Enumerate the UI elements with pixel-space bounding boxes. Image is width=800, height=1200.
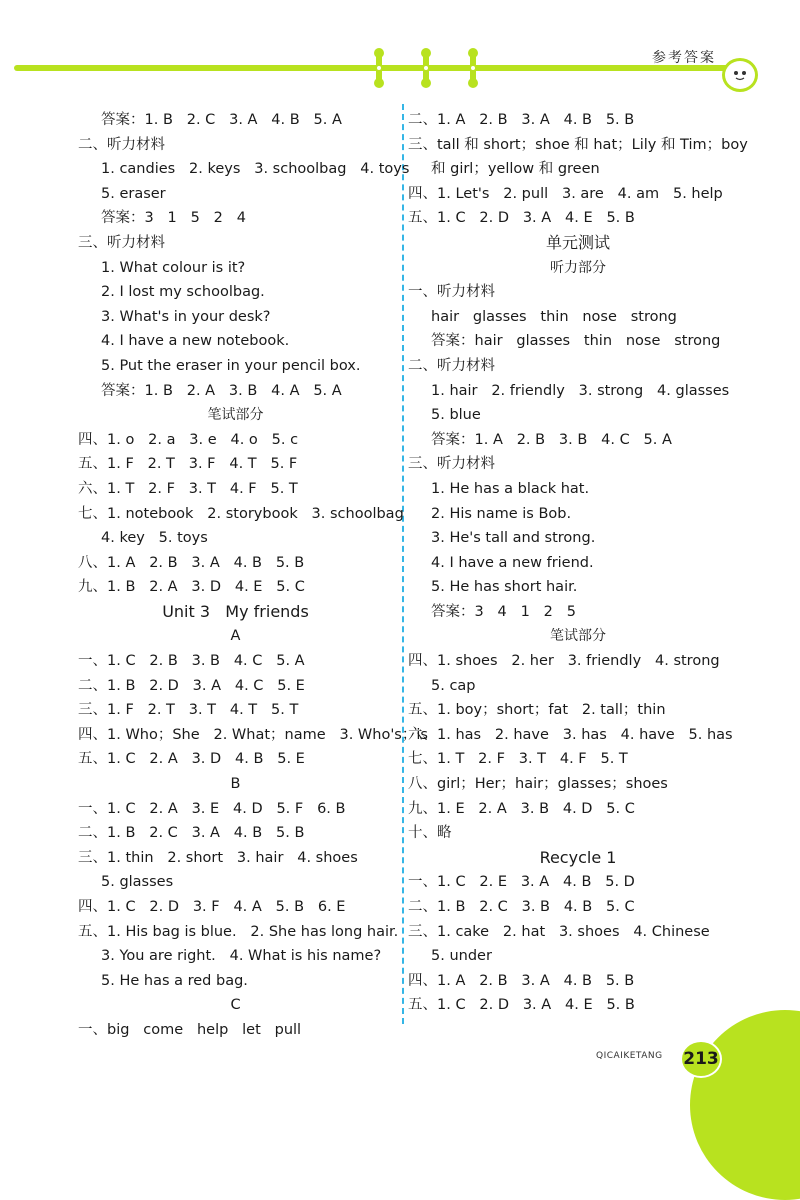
right-column xyxy=(408,108,748,1018)
binder-peg-icon xyxy=(423,50,429,86)
answer-line: 八、1. A 2. B 3. A 4. B 5. B xyxy=(78,554,305,571)
column-divider xyxy=(402,104,404,1024)
answer-line: 二、1. B 2. D 3. A 4. C 5. E xyxy=(78,677,305,694)
answer-line: 四、1. A 2. B 3. A 4. B 5. B xyxy=(408,972,635,989)
answer-line: 笔试部分 xyxy=(207,407,264,424)
answer-line: 一、听力材料 xyxy=(408,284,495,301)
answer-line: 三、tall 和 short；shoe 和 hat；Lily 和 Tim；boy xyxy=(408,136,748,153)
answer-line: 二、1. B 2. C 3. B 4. B 5. C xyxy=(408,899,635,915)
answer-line: 3. He's tall and strong. xyxy=(431,530,596,547)
answer-line: 十、略 xyxy=(408,825,452,842)
answer-line: A xyxy=(230,628,241,645)
mascot-logo-icon xyxy=(722,58,758,92)
answer-line: 笔试部分 xyxy=(550,628,606,645)
answer-line: 答案：1. B 2. A 3. B 4. A 5. A xyxy=(101,382,342,399)
answer-line: 单元测试 xyxy=(545,232,610,252)
answer-line: 二、1. B 2. C 3. A 4. B 5. B xyxy=(78,825,305,842)
answer-line: 5. blue xyxy=(431,407,481,424)
answer-line: 一、1. C 2. B 3. B 4. C 5. A xyxy=(78,653,305,670)
answer-line: 5. under xyxy=(431,948,492,965)
answer-line: 五、1. His bag is blue. 2. She has long hair. xyxy=(78,923,399,940)
answer-line: 答案：3 1 5 2 4 xyxy=(101,210,246,227)
answer-line: 答案：1. A 2. B 3. B 4. C 5. A xyxy=(431,431,672,448)
answer-line: 四、1. Let's 2. pull 3. are 4. am 5. help xyxy=(408,185,723,202)
answer-line: 四、1. shoes 2. her 3. friendly 4. strong xyxy=(408,653,720,670)
answer-line: 5. He has short hair. xyxy=(431,579,578,596)
binder-peg-icon xyxy=(470,50,476,86)
answer-line: 四、1. o 2. a 3. e 4. o 5. c xyxy=(78,431,299,448)
page-header-title: 参考答案 xyxy=(652,50,716,66)
answer-line: 一、1. C 2. A 3. E 4. D 5. F 6. B xyxy=(78,800,346,817)
answer-line: 五、1. boy；short；fat 2. tall；thin xyxy=(408,702,666,719)
answer-line: C xyxy=(230,997,241,1014)
answer-line: 答案：3 4 1 2 5 xyxy=(431,603,576,620)
answer-line: 5. glasses xyxy=(101,874,174,891)
answer-line: 四、1. C 2. D 3. F 4. A 5. B 6. E xyxy=(78,899,346,915)
answer-line: 八、girl；Her；hair；glasses；shoes xyxy=(408,776,668,793)
answer-line: 和 girl；yellow 和 green xyxy=(431,161,600,178)
answer-line: 三、1. thin 2. short 3. hair 4. shoes xyxy=(78,849,358,866)
answer-line: 4. I have a new friend. xyxy=(431,554,594,571)
answer-line: 一、1. C 2. E 3. A 4. B 5. D xyxy=(408,874,635,891)
answer-line: 1. He has a black hat. xyxy=(431,480,590,497)
answer-line: 三、1. F 2. T 3. T 4. T 5. T xyxy=(78,702,299,719)
answer-line: hair glasses thin nose strong xyxy=(431,308,677,325)
answer-line: 5. eraser xyxy=(101,185,166,202)
answer-line: 5. cap xyxy=(431,677,476,694)
answer-line: 1. What colour is it? xyxy=(101,259,246,276)
answer-line: 答案：1. B 2. C 3. A 4. B 5. A xyxy=(101,112,342,128)
answer-line: 三、听力材料 xyxy=(408,456,495,473)
binder-peg-icon xyxy=(376,50,382,86)
answer-line: 2. His name is Bob. xyxy=(431,505,572,522)
answer-line: B xyxy=(230,776,241,793)
answer-line: 六、1. T 2. F 3. T 4. F 5. T xyxy=(78,480,298,497)
answer-line: Recycle 1 xyxy=(539,847,617,867)
answer-line: 五、1. C 2. D 3. A 4. E 5. B xyxy=(408,997,635,1014)
answer-line: 听力部分 xyxy=(550,259,606,276)
answer-line: 4. key 5. toys xyxy=(101,530,208,547)
answer-line: 3. You are right. 4. What is his name? xyxy=(101,948,382,965)
answer-line: 二、听力材料 xyxy=(78,136,165,153)
answer-line: 4. I have a new notebook. xyxy=(101,333,290,350)
footer-brand: QICAIKETANG xyxy=(596,1051,663,1061)
answer-line: 2. I lost my schoolbag. xyxy=(101,284,265,301)
answer-line: 二、听力材料 xyxy=(408,357,495,374)
answer-line: 3. What's in your desk? xyxy=(101,308,271,325)
answer-line: 四、1. Who；She 2. What；name 3. Who's；is xyxy=(78,726,428,743)
answer-line: 七、1. notebook 2. storybook 3. schoolbag xyxy=(78,505,404,522)
answer-line: 二、1. A 2. B 3. A 4. B 5. B xyxy=(408,112,635,128)
answer-line: 5. He has a red bag. xyxy=(101,972,248,989)
answer-line: 六、1. has 2. have 3. has 4. have 5. has xyxy=(408,726,733,743)
answer-line: 五、1. C 2. A 3. D 4. B 5. E xyxy=(78,751,305,768)
answer-line: 答案：hair glasses thin nose strong xyxy=(431,333,721,350)
answer-line: 一、big come help let pull xyxy=(78,1021,302,1038)
answer-line: Unit 3 My friends xyxy=(162,601,309,621)
page-number: 213 xyxy=(680,1040,722,1078)
answer-line: 九、1. B 2. A 3. D 4. E 5. C xyxy=(78,579,305,596)
answer-line: 五、1. C 2. D 3. A 4. E 5. B xyxy=(408,210,635,227)
answer-line: 三、听力材料 xyxy=(78,234,165,251)
answer-line: 三、1. cake 2. hat 3. shoes 4. Chinese xyxy=(408,923,710,940)
answer-line: 九、1. E 2. A 3. B 4. D 5. C xyxy=(408,800,635,817)
answer-line: 1. candies 2. keys 3. schoolbag 4. toys xyxy=(101,161,410,178)
answer-line: 1. hair 2. friendly 3. strong 4. glasses xyxy=(431,382,730,399)
footer-decoration xyxy=(690,1010,800,1200)
answer-line: 七、1. T 2. F 3. T 4. F 5. T xyxy=(408,751,628,768)
answer-line: 五、1. F 2. T 3. F 4. T 5. F xyxy=(78,456,298,473)
answer-line: 5. Put the eraser in your pencil box. xyxy=(101,357,361,374)
left-column xyxy=(78,108,428,1043)
